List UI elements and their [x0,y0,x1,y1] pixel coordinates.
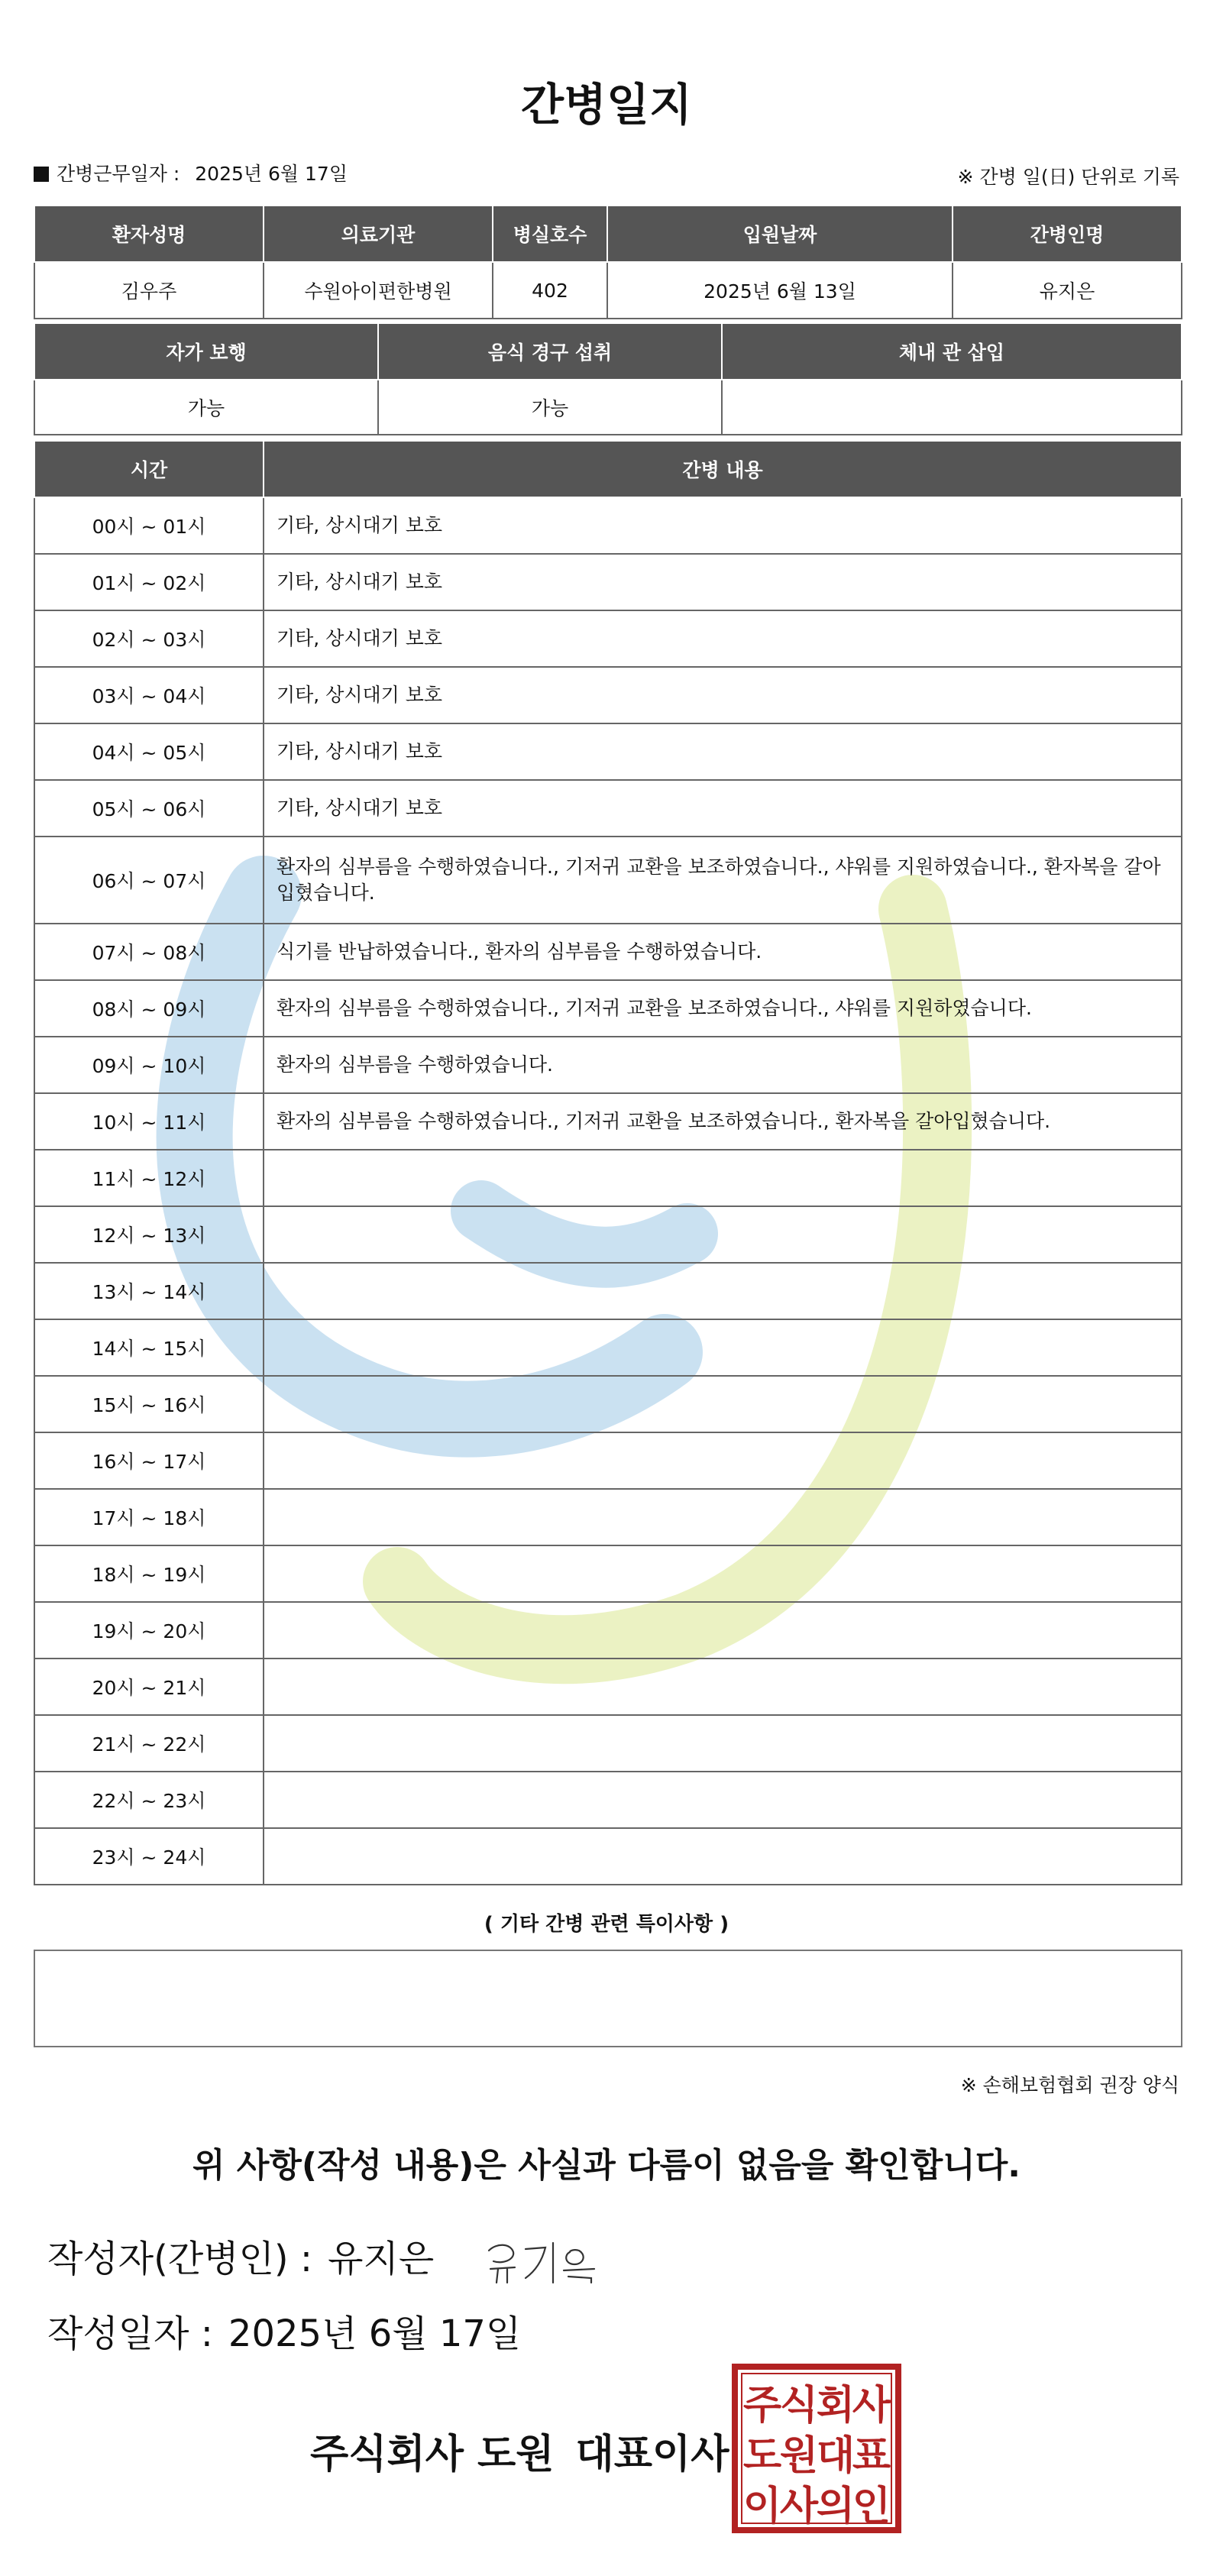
form-source-note: ※ 손해보험협회 권장 양식 [960,2074,1179,2096]
content-cell [264,1263,1182,1319]
patient-ability-table [34,322,1182,435]
square-bullet-icon [34,167,49,182]
header-caregiver-name: 간병인명 [953,205,1182,262]
svg-text:주: 주 [742,2383,782,2429]
table-row [34,924,1182,980]
patient-info-table [34,205,1182,319]
svg-text:의: 의 [816,2484,856,2529]
content-cell [264,1545,1182,1602]
table-row [34,1432,1182,1489]
patient-name: 김우주 [34,262,264,319]
company-name: 주식회사 도원 [310,2432,555,2477]
time-cell: 17시 ~ 18시 [34,1489,264,1545]
table-row [34,1206,1182,1263]
header-room-number: 병실호수 [493,205,607,262]
time-cell: 01시 ~ 02시 [34,554,264,610]
content-cell [264,1376,1182,1432]
header-hospital: 의료기관 [264,205,493,262]
content-cell: 기타, 상시대기 보호 [264,723,1182,780]
content-cell [264,1602,1182,1659]
document-title: 간병일지 [520,79,693,131]
table-row [34,1489,1182,1545]
header-admission-date: 입원날짜 [607,205,953,262]
written-date-label: 작성일자 : [47,2312,213,2355]
table-row [34,667,1182,723]
table-row [34,837,1182,924]
time-cell: 08시 ~ 09시 [34,980,264,1037]
time-cell: 04시 ~ 05시 [34,723,264,780]
svg-text:대: 대 [816,2433,856,2479]
content-cell: 식기를 반납하였습니다., 환자의 심부름을 수행하였습니다. [264,924,1182,980]
caregiver-name: 유지은 [953,262,1182,319]
content-cell: 기타, 상시대기 보호 [264,497,1182,554]
care-log-table [34,440,1182,1885]
workday-value: 2025년 6월 17일 [195,163,348,185]
workday-line [34,159,348,186]
header-self-walking: 자가 보행 [34,323,378,380]
content-cell: 기타, 상시대기 보호 [264,554,1182,610]
time-cell: 23시 ~ 24시 [34,1828,264,1885]
table-row [34,1037,1182,1093]
time-cell: 14시 ~ 15시 [34,1319,264,1376]
table-row [34,1715,1182,1772]
remarks-title: ( 기타 간병 관련 특이사항 ) [484,1913,729,1936]
written-date-value: 2025년 6월 17일 [228,2312,522,2355]
svg-text:표: 표 [852,2433,891,2479]
table-row [34,554,1182,610]
table-row [34,1828,1182,1885]
time-cell: 09시 ~ 10시 [34,1037,264,1093]
svg-text:식: 식 [779,2383,819,2429]
hospital-name: 수원아이편한병원 [264,262,493,319]
svg-text:인: 인 [852,2484,891,2529]
header-care-content: 간병 내용 [264,441,1182,497]
content-cell [264,1659,1182,1715]
time-cell: 06시 ~ 07시 [34,837,264,924]
svg-text:원: 원 [779,2433,819,2479]
content-cell [264,1206,1182,1263]
time-cell: 12시 ~ 13시 [34,1206,264,1263]
company-signature-line [310,2422,729,2479]
written-date-line [47,2304,521,2357]
time-cell: 13시 ~ 14시 [34,1263,264,1319]
table-row [34,610,1182,667]
header-patient-name: 환자성명 [34,205,264,262]
remarks-box [34,1950,1182,2047]
svg-text:회: 회 [816,2383,856,2429]
company-seal-stamp [732,2364,901,2533]
svg-text:이: 이 [742,2484,782,2529]
content-cell: 환자의 심부름을 수행하였습니다., 기저귀 교환을 보조하였습니다., 샤워를 지원하였습니다., 환자복을 갈아입혔습니다. [264,837,1182,924]
time-cell: 19시 ~ 20시 [34,1602,264,1659]
room-number: 402 [493,262,607,319]
admission-date: 2025년 6월 13일 [607,262,953,319]
time-cell: 05시 ~ 06시 [34,780,264,837]
svg-text:사: 사 [852,2383,891,2429]
handwritten-signature [480,2229,610,2290]
table-row [34,1376,1182,1432]
time-cell: 20시 ~ 21시 [34,1659,264,1715]
tube-insertion-value [722,380,1182,435]
svg-text:사: 사 [779,2484,819,2529]
table-row [34,723,1182,780]
table-row [34,980,1182,1037]
header-time: 시간 [34,441,264,497]
time-cell: 16시 ~ 17시 [34,1432,264,1489]
table-row [34,1545,1182,1602]
time-cell: 03시 ~ 04시 [34,667,264,723]
time-cell: 10시 ~ 11시 [34,1093,264,1150]
content-cell [264,1150,1182,1206]
header-tube-insertion: 체내 관 삽입 [722,323,1182,380]
table-row [34,1093,1182,1150]
content-cell: 환자의 심부름을 수행하였습니다., 기저귀 교환을 보조하였습니다., 환자복을 갈아입혔습니다. [264,1093,1182,1150]
content-cell [264,1319,1182,1376]
confirmation-statement: 위 사항(작성 내용)은 사실과 다름이 없음을 확인합니다. [192,2146,1021,2185]
author-name: 유지은 [328,2238,435,2280]
author-line [47,2229,434,2282]
time-cell: 21시 ~ 22시 [34,1715,264,1772]
time-cell: 07시 ~ 08시 [34,924,264,980]
table-row [34,1319,1182,1376]
content-cell: 기타, 상시대기 보호 [264,610,1182,667]
time-cell: 22시 ~ 23시 [34,1772,264,1828]
oral-intake-value: 가능 [378,380,722,435]
table-row [34,1150,1182,1206]
content-cell [264,1715,1182,1772]
header-oral-intake: 음식 경구 섭취 [378,323,722,380]
self-walking-value: 가능 [34,380,378,435]
table-row [34,1263,1182,1319]
time-cell: 02시 ~ 03시 [34,610,264,667]
table-row [34,1772,1182,1828]
unit-note: ※ 간병 일(日) 단위로 기록 [957,166,1179,188]
content-cell: 기타, 상시대기 보호 [264,667,1182,723]
table-row [34,497,1182,554]
content-cell [264,1432,1182,1489]
content-cell: 환자의 심부름을 수행하였습니다. [264,1037,1182,1093]
content-cell: 기타, 상시대기 보호 [264,780,1182,837]
svg-text:도: 도 [742,2433,782,2479]
author-label: 작성자(간병인) : [47,2238,313,2280]
table-row [34,1659,1182,1715]
time-cell: 18시 ~ 19시 [34,1545,264,1602]
table-row [34,780,1182,837]
content-cell [264,1489,1182,1545]
time-cell: 00시 ~ 01시 [34,497,264,554]
content-cell: 환자의 심부름을 수행하였습니다., 기저귀 교환을 보조하였습니다., 샤워를 지원하였습니다. [264,980,1182,1037]
content-cell [264,1828,1182,1885]
table-row [34,1602,1182,1659]
ceo-title: 대표이사 [575,2432,729,2477]
workday-label: 간병근무일자 : [57,163,180,185]
time-cell: 15시 ~ 16시 [34,1376,264,1432]
time-cell: 11시 ~ 12시 [34,1150,264,1206]
content-cell [264,1772,1182,1828]
